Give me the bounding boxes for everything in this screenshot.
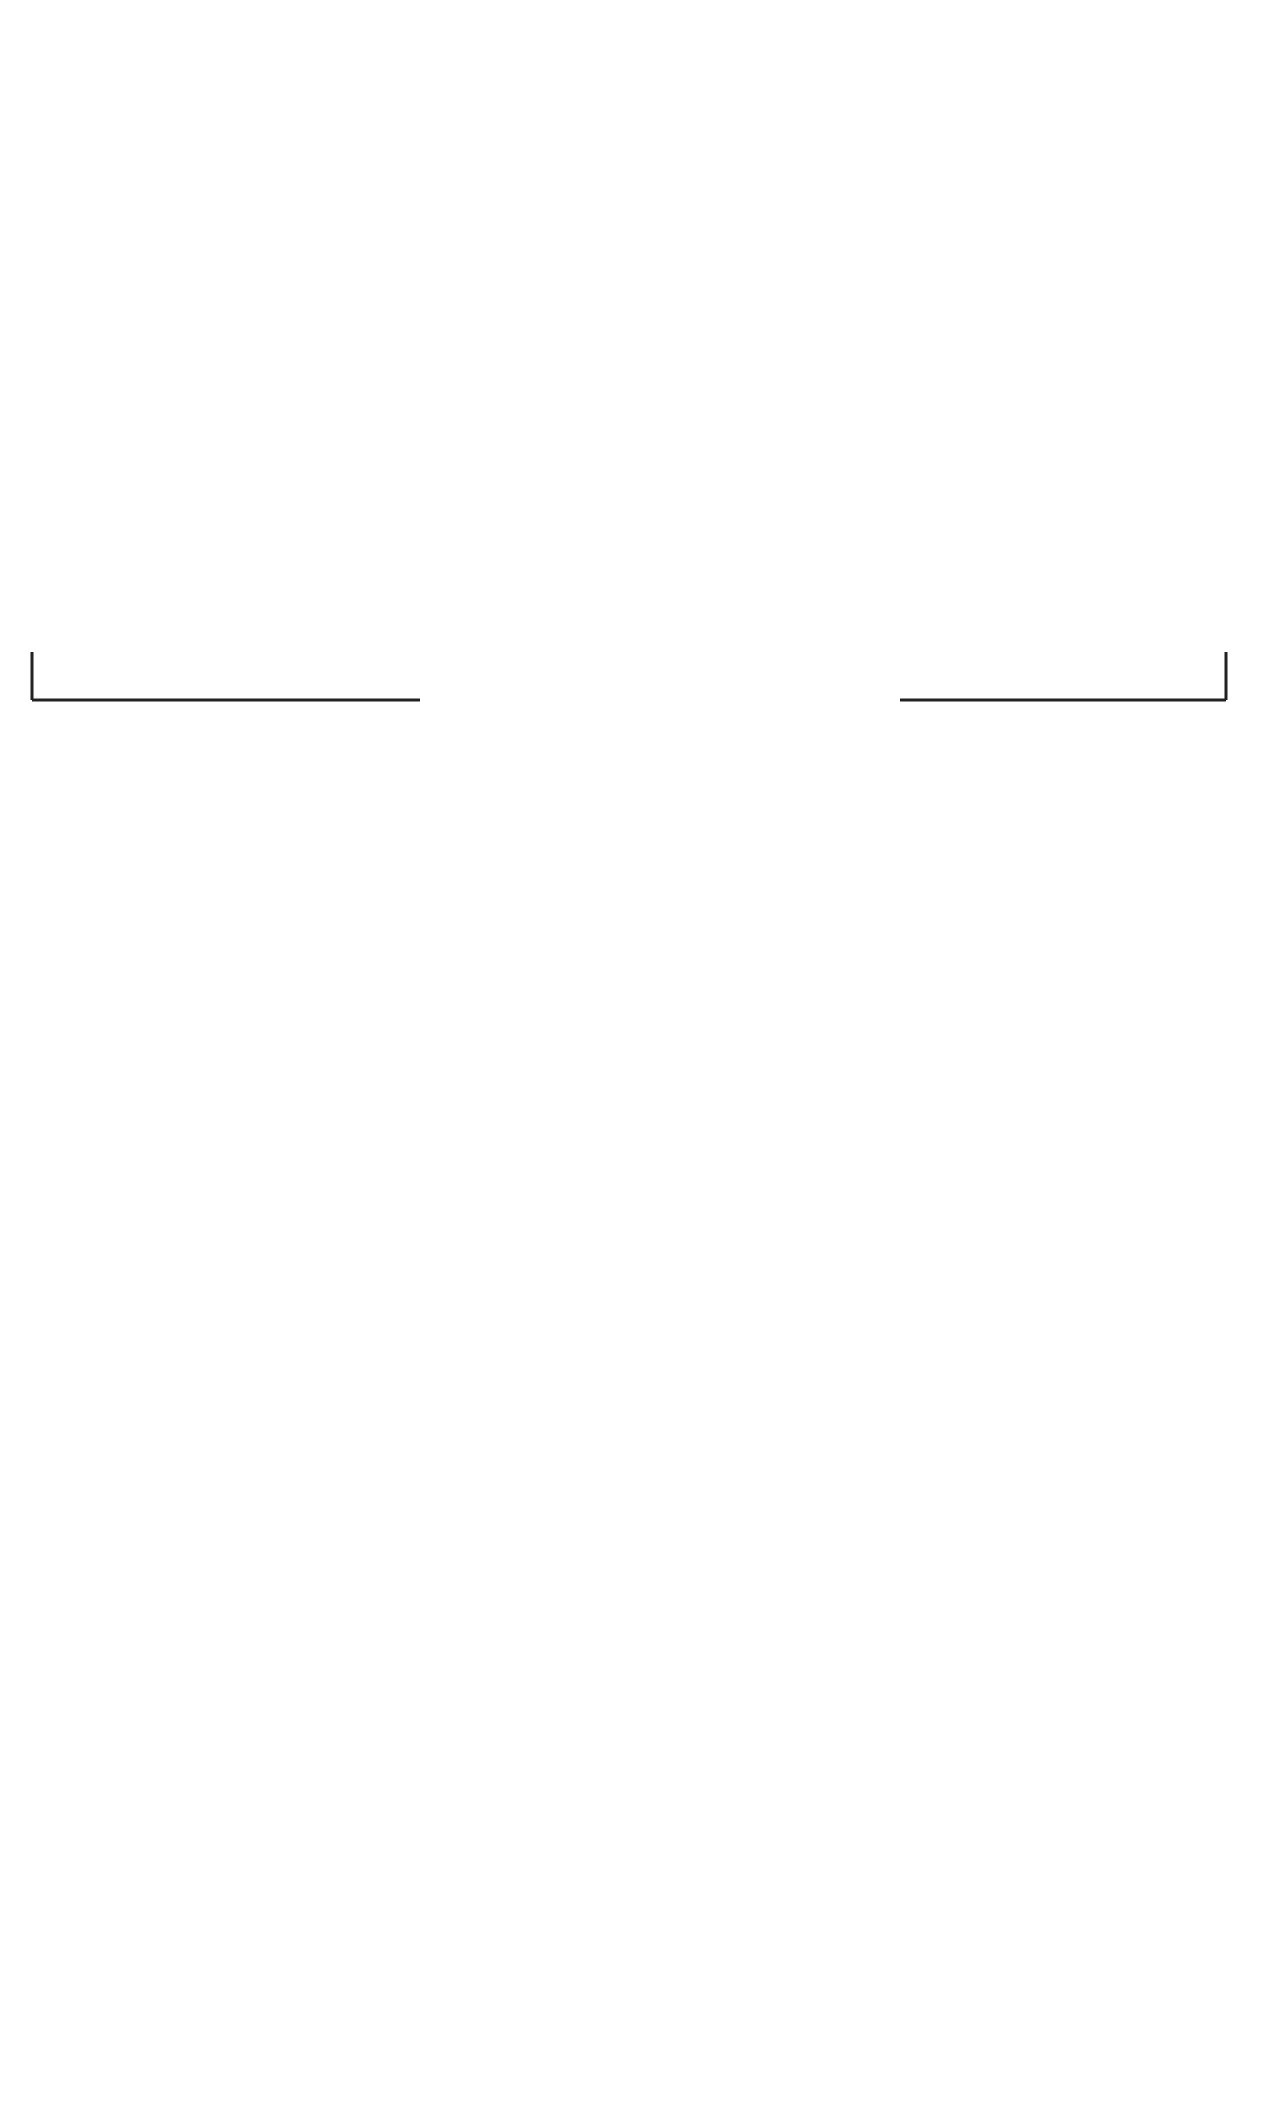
chart-footer-bracket bbox=[32, 652, 1226, 700]
